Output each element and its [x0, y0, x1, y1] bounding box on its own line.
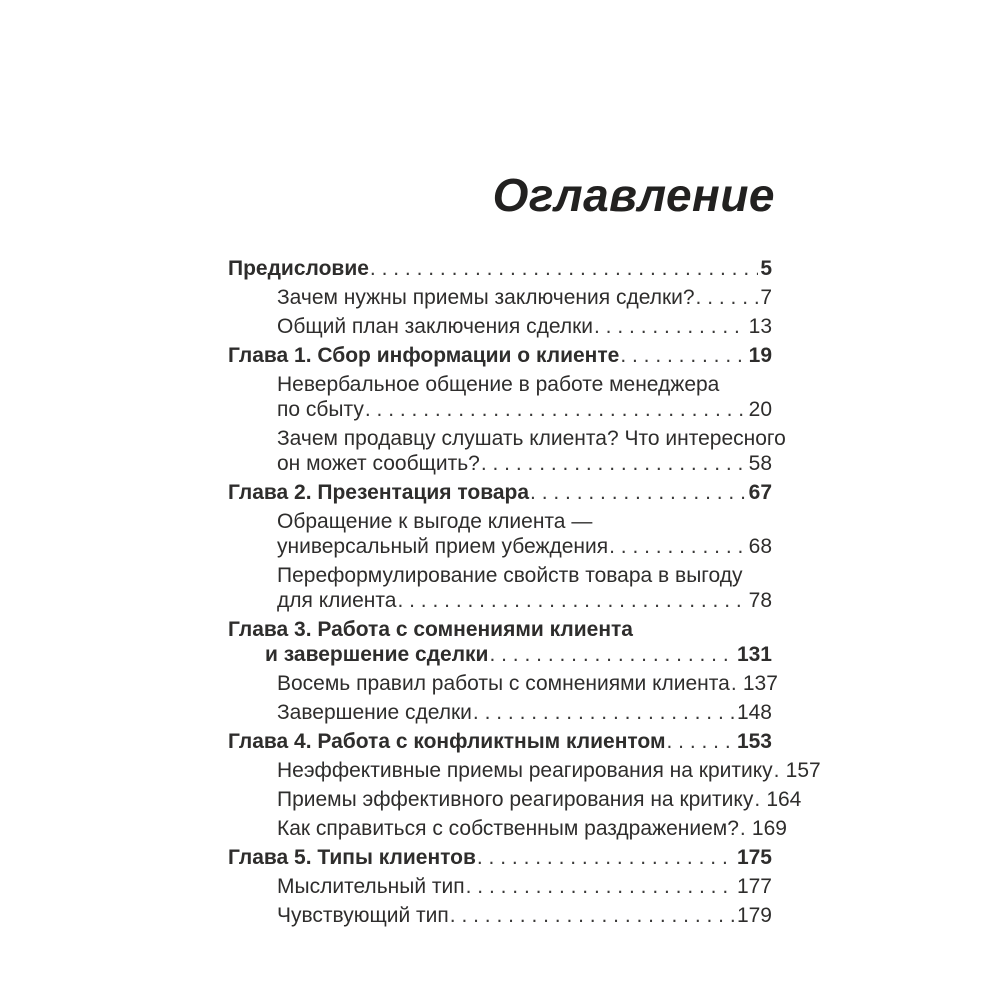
toc-entry-line — [228, 874, 772, 899]
toc-page-number: 148 — [736, 701, 772, 724]
dot-leader — [365, 397, 747, 422]
toc-sub-entry — [228, 816, 787, 841]
toc-chapter-entry — [228, 617, 772, 667]
toc-page-number: 164 — [766, 788, 802, 811]
toc-sub-entry — [228, 758, 821, 783]
dot-leader — [481, 451, 747, 476]
toc-chapter-entry — [228, 256, 772, 281]
toc-page-number: 153 — [736, 730, 772, 753]
toc-sub-entry — [228, 563, 772, 613]
toc-entry-line — [228, 903, 772, 928]
toc-entry-text: для клиента — [277, 589, 397, 612]
toc-page-number: 13 — [748, 315, 772, 338]
dot-leader — [774, 758, 784, 783]
dot-leader — [754, 787, 764, 812]
dot-leader — [666, 729, 734, 754]
toc-entry-line — [228, 729, 772, 754]
toc-sub-entry — [228, 787, 802, 812]
toc-entry-line — [228, 372, 772, 397]
dot-leader — [397, 588, 746, 613]
toc-sub-entry — [228, 372, 772, 422]
dot-leader — [740, 816, 750, 841]
toc-chapter-entry — [228, 480, 772, 505]
dot-leader — [620, 343, 746, 368]
toc-entry-line — [228, 816, 787, 841]
toc-entry-text: Чувствующий тип — [277, 904, 449, 927]
toc-entry-line — [228, 451, 772, 476]
toc-entry-text: по сбыту — [277, 398, 364, 421]
toc-entry-line — [228, 845, 772, 870]
toc-page-number: 68 — [748, 535, 772, 558]
toc-page-number: 169 — [751, 817, 787, 840]
toc-entry-text: Глава 4. Работа с конфликтным клиентом — [228, 730, 666, 753]
toc-sub-entry — [228, 671, 778, 696]
toc-entry-line — [228, 588, 772, 613]
toc-sub-entry — [228, 426, 786, 476]
toc-sub-entry — [228, 314, 772, 339]
toc-entry-text: Мыслительный тип — [277, 875, 465, 898]
toc-entry-line — [228, 480, 772, 505]
toc-entry-line — [228, 256, 772, 281]
toc-entry-text: Завершение сделки — [277, 701, 472, 724]
page-title: Оглавление — [492, 169, 775, 221]
toc-entry-text: Глава 2. Презентация товара — [228, 481, 530, 504]
toc-entry-line — [228, 426, 786, 451]
toc-entry-line — [228, 285, 772, 310]
toc-entry-line — [228, 671, 778, 696]
toc-page-number: 58 — [748, 452, 772, 475]
toc-entry-line — [228, 563, 772, 588]
dot-leader — [609, 534, 747, 559]
toc-sub-entry — [228, 874, 772, 899]
toc-entry-text: Обращение к выгоде клиента — — [277, 510, 593, 533]
toc-page-number: 7 — [760, 286, 772, 309]
dot-leader — [370, 256, 758, 281]
toc-entry-text: Как справиться с собственным раздражением? — [277, 817, 739, 840]
toc-entry-text: Переформулирование свойств товара в выгоду — [277, 564, 743, 587]
toc-entry-text: и завершение сделки — [265, 643, 489, 666]
toc-list — [228, 256, 821, 932]
toc-sub-entry — [228, 509, 772, 559]
toc-sub-entry — [228, 700, 772, 725]
dot-leader — [696, 285, 759, 310]
toc-page-number: 78 — [748, 589, 772, 612]
toc-entry-text: Глава 1. Сбор информации о клиенте — [228, 344, 620, 367]
dot-leader — [594, 314, 747, 339]
toc-page-number: 5 — [760, 257, 772, 280]
dot-leader — [489, 642, 734, 667]
toc-entry-line — [228, 314, 772, 339]
toc-entry-line — [228, 534, 772, 559]
toc-entry-line — [228, 397, 772, 422]
toc-page-number: 19 — [748, 344, 772, 367]
toc-sub-entry — [228, 285, 772, 310]
toc-page-number: 177 — [736, 875, 772, 898]
toc-page-number: 137 — [742, 672, 778, 695]
toc-page-number: 157 — [785, 759, 821, 782]
dot-leader — [530, 480, 747, 505]
dot-leader — [473, 700, 735, 725]
dot-leader — [466, 874, 735, 899]
toc-page-number: 20 — [748, 398, 772, 421]
toc-entry-text: Неэффективные приемы реагирования на критику — [277, 759, 773, 782]
toc-entry-text: он может сообщить? — [277, 452, 480, 475]
toc-chapter-entry — [228, 343, 772, 368]
toc-entry-text: Восемь правил работы с сомнениями клиента — [277, 672, 730, 695]
toc-chapter-entry — [228, 729, 772, 754]
toc-entry-line — [228, 509, 772, 534]
toc-sub-entry — [228, 903, 772, 928]
toc-entry-text: Глава 5. Типы клиентов — [228, 846, 476, 869]
dot-leader — [450, 903, 735, 928]
toc-entry-line — [228, 642, 772, 667]
toc-page-number: 67 — [748, 481, 772, 504]
toc-entry-line — [228, 700, 772, 725]
toc-entry-text: Общий план заключения сделки — [277, 315, 594, 338]
toc-page-number: 175 — [736, 846, 772, 869]
dot-leader — [731, 671, 741, 696]
toc-page-number: 131 — [736, 643, 772, 666]
toc-entry-text: Зачем нужны приемы заключения сделки? — [277, 286, 695, 309]
toc-entry-text: Невербальное общение в работе менеджера — [277, 373, 720, 396]
toc-entry-text: Глава 3. Работа с сомнениями клиента — [228, 618, 633, 641]
toc-entry-text: Предисловие — [228, 257, 369, 280]
toc-entry-text: Приемы эффективного реагирования на критику — [277, 788, 754, 811]
toc-entry-line — [228, 758, 821, 783]
toc-entry-line — [228, 787, 802, 812]
toc-page-number: 179 — [736, 904, 772, 927]
toc-entry-line — [228, 617, 772, 642]
toc-entry-text: универсальный прием убеждения — [277, 535, 609, 558]
dot-leader — [477, 845, 735, 870]
toc-entry-line — [228, 343, 772, 368]
toc-chapter-entry — [228, 845, 772, 870]
toc-entry-text: Зачем продавцу слушать клиента? Что интересного — [277, 427, 786, 450]
